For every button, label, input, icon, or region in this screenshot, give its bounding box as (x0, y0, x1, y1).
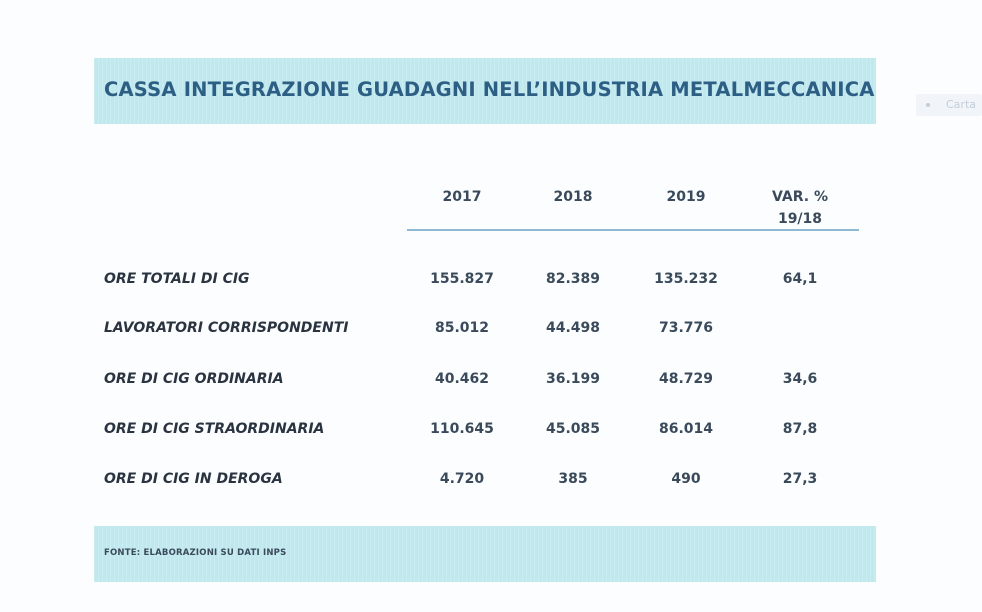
row-label-ore-totali: ORE TOTALI DI CIG (104, 271, 250, 287)
row-label-deroga: ORE DI CIG IN DEROGA (104, 471, 283, 487)
cell-lavoratori-2017: 85.012 (434, 320, 490, 336)
cell-straordinaria-2019: 86.014 (658, 421, 714, 437)
side-tab-label: Carta (946, 98, 976, 111)
var-header-line1: VAR. % (772, 189, 828, 205)
source-note: FONTE: ELABORAZIONI SU DATI INPS (104, 548, 287, 558)
cell-deroga-2017: 4.720 (439, 471, 485, 487)
cell-lavoratori-2018: 44.498 (545, 320, 601, 336)
cell-straordinaria-2017: 110.645 (430, 421, 494, 437)
title-banner (94, 58, 876, 124)
var-header-line2: 19/18 (777, 211, 823, 227)
cell-ordinaria-2019: 48.729 (658, 371, 714, 387)
column-header-2018: 2018 (553, 189, 593, 205)
row-label-lavoratori: LAVORATORI CORRISPONDENTI (104, 320, 349, 336)
cell-straordinaria-2018: 45.085 (545, 421, 601, 437)
cell-straordinaria-var: 87,8 (782, 421, 818, 437)
cell-deroga-2019: 490 (671, 471, 701, 487)
cell-ore-totali-2017: 155.827 (430, 271, 494, 287)
cell-ore-totali-2018: 82.389 (545, 271, 601, 287)
footer-banner (94, 526, 876, 582)
cell-deroga-var: 27,3 (782, 471, 818, 487)
header-divider (407, 229, 859, 231)
cell-ordinaria-2017: 40.462 (434, 371, 490, 387)
row-label-straordinaria: ORE DI CIG STRAORDINARIA (104, 421, 325, 437)
cell-ore-totali-2019: 135.232 (654, 271, 718, 287)
bullet-icon (926, 103, 930, 107)
cell-deroga-2018: 385 (558, 471, 588, 487)
column-header-var (755, 186, 845, 230)
column-header-2019: 2019 (666, 189, 706, 205)
cell-lavoratori-2019: 73.776 (658, 320, 714, 336)
row-label-ordinaria: ORE DI CIG ORDINARIA (104, 371, 284, 387)
side-tab[interactable] (916, 94, 982, 116)
slide-title: CASSA INTEGRAZIONE GUADAGNI NELL’INDUSTRIA METALMECCANICA (104, 78, 875, 101)
column-header-2017: 2017 (442, 189, 482, 205)
cell-ore-totali-var: 64,1 (782, 271, 818, 287)
cell-ordinaria-2018: 36.199 (545, 371, 601, 387)
cell-ordinaria-var: 34,6 (782, 371, 818, 387)
